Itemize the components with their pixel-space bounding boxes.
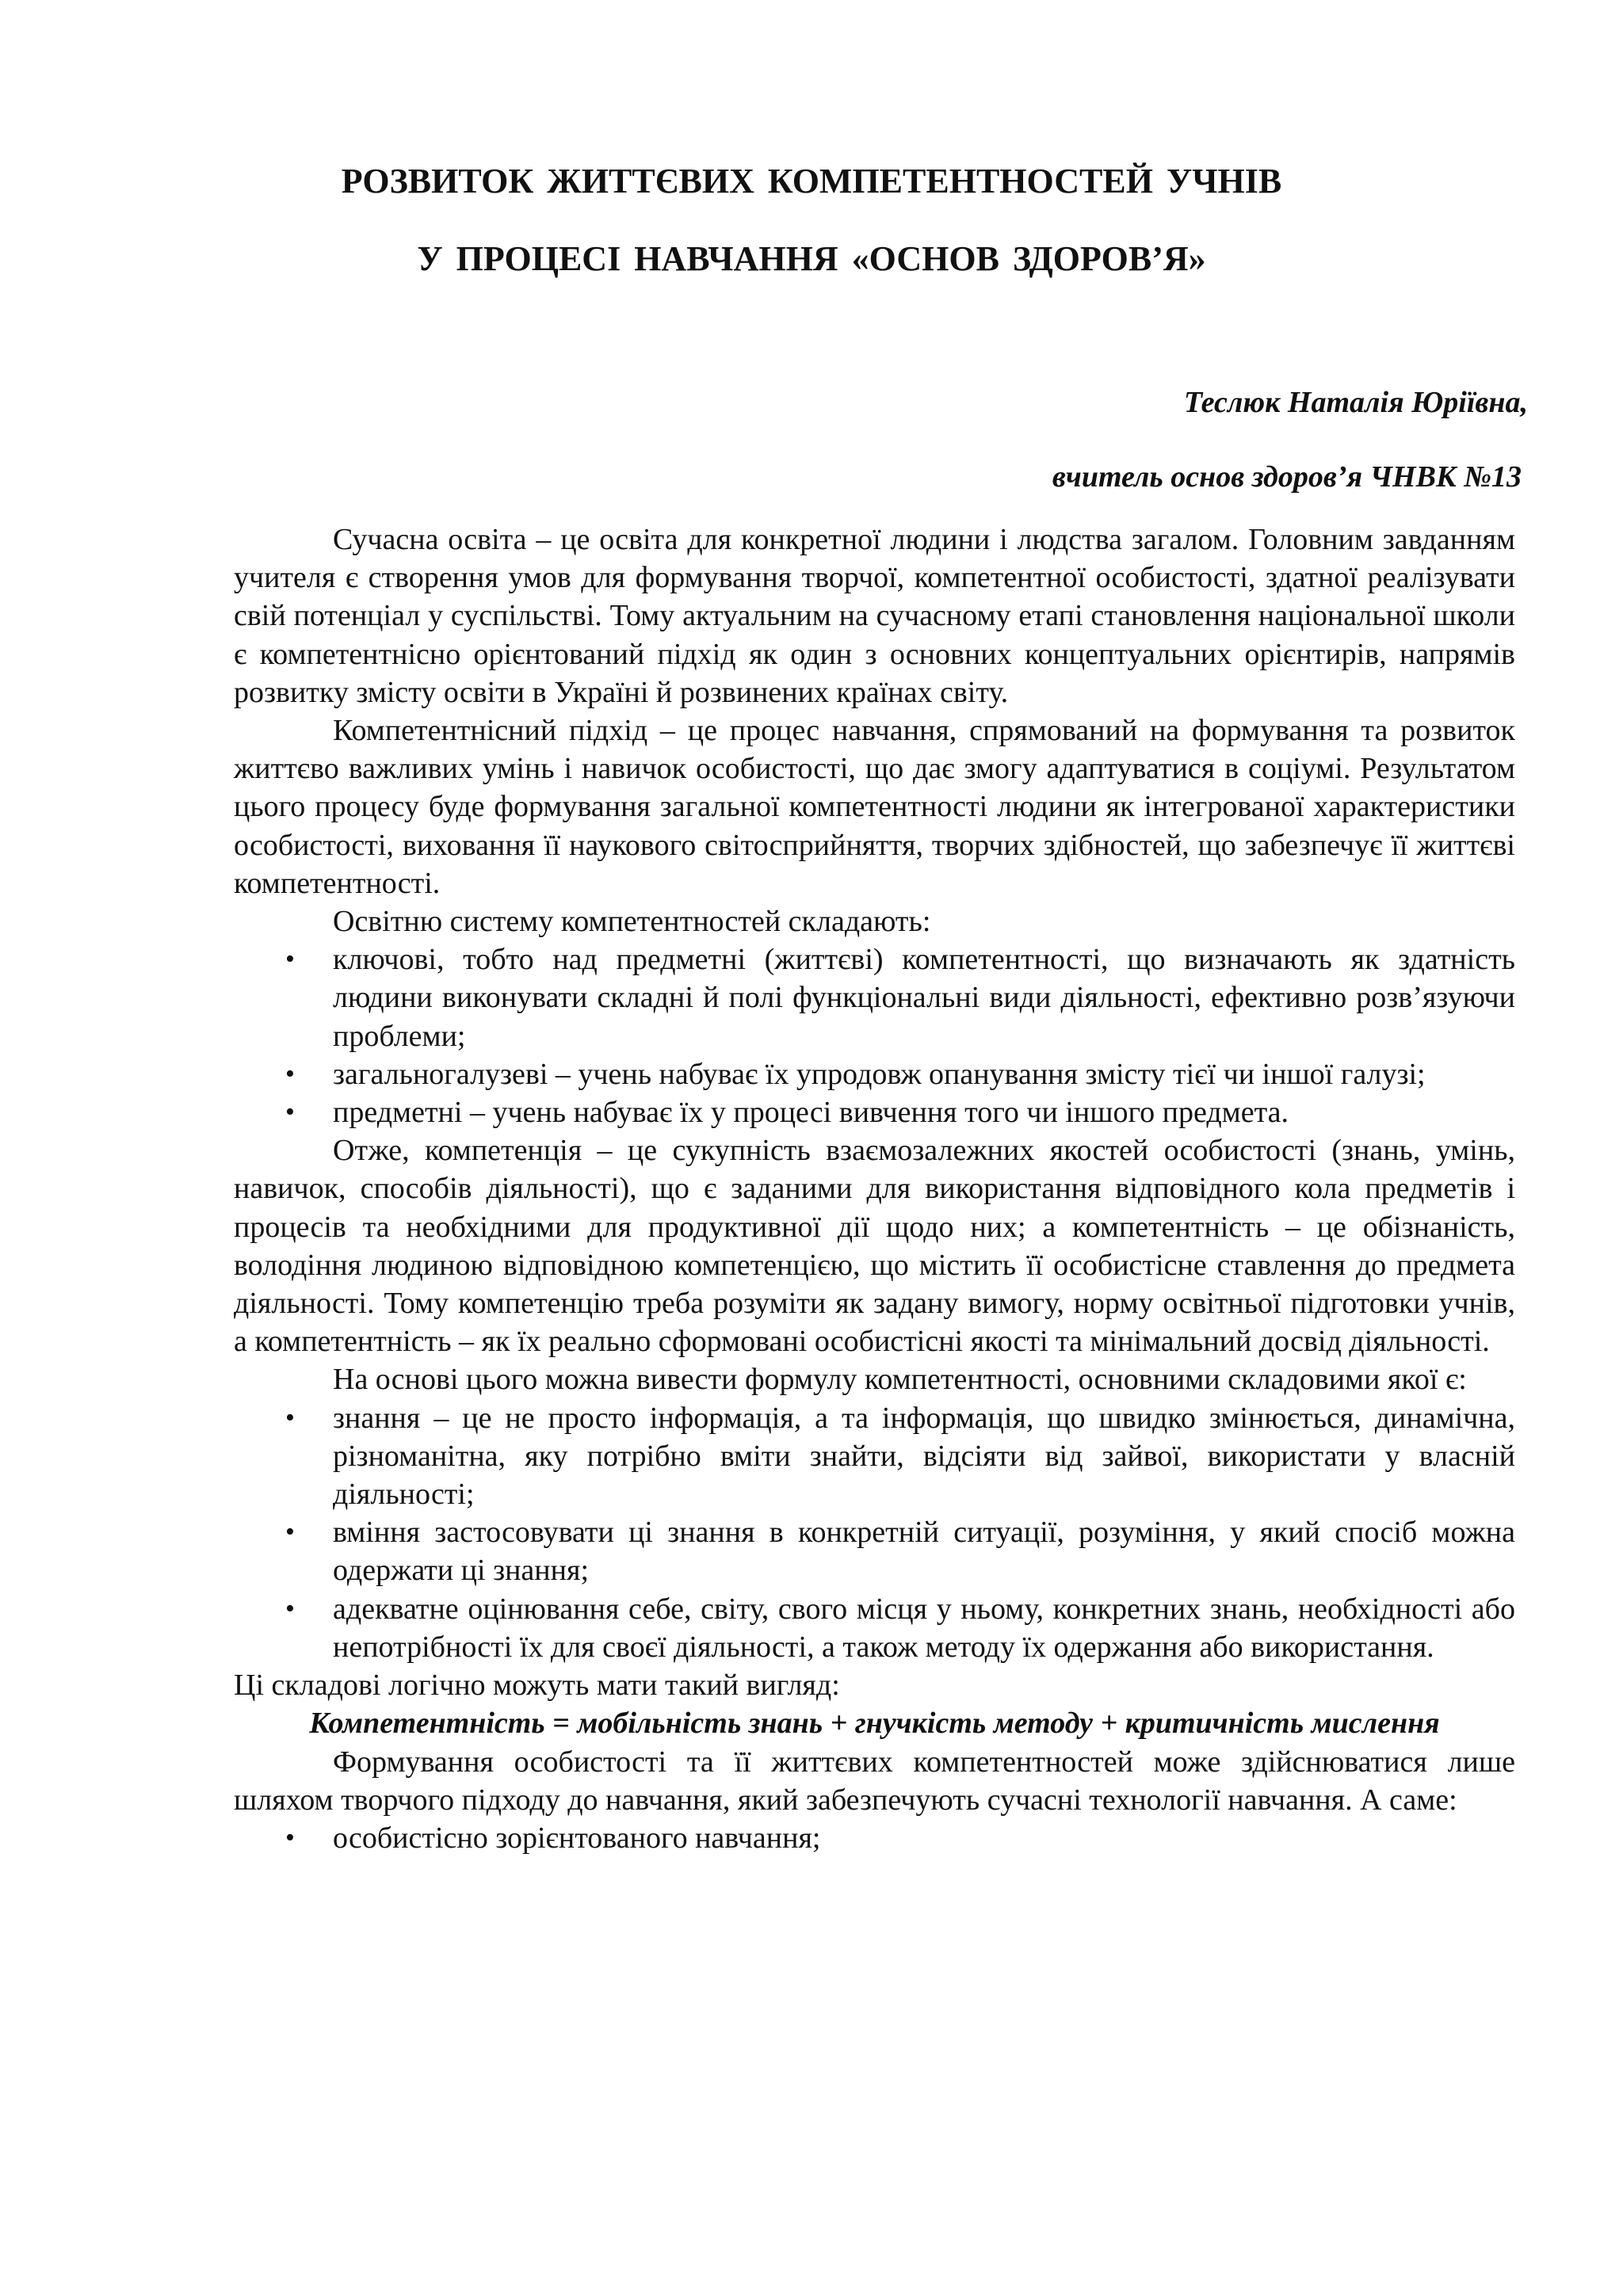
list-item-text: загальногалузеві – учень набуває їх упродовж опанування змісту тієї чи іншої галузі; <box>333 1057 1426 1091</box>
list-item <box>234 1819 1515 1857</box>
paragraph-6: Ці складові логічно можуть мати такий вигляд: <box>234 1669 840 1703</box>
paragraph-3: Освітню систему компетентностей складають: <box>333 905 931 939</box>
list-item-text: знання – це не просто інформація, а та інформація, що швидко змінюється, динамічна, різноманітна, яку потрібно вміти знайти, відсіяти від зайвої, використати у власній діяльності; <box>333 1401 1515 1512</box>
document-title-line-2: У ПРОЦЕСІ НАВЧАННЯ «ОСНОВ ЗДОРОВ’Я» <box>417 239 1206 278</box>
list-item <box>234 1590 1515 1666</box>
competence-formula: Компетентність = мобільність знань + гнучкість методу + критичність мислення <box>309 1707 1440 1741</box>
bullet-icon: • <box>285 1058 295 1089</box>
competence-types-list <box>234 940 1515 1131</box>
list-item-text: ключові, тобто над предметні (життєві) компетентності, що визначають як здатність людини виконувати складні й полі функціональні види діяльності, ефективно розв’язуючи проблеми; <box>333 943 1515 1053</box>
paragraph-2: Компетентнісний підхід – це процес навчання, спрямований на формування та розвиток життєво важливих умінь і навичок особистості, що дає змогу адаптуватися в соціумі. Результатом цього процесу буде формування загальної компетентності людини як інтегрованої характеристики особистості, виховання її наукового світосприйняття, творчих здібностей, що забезпечує її життєві компетентності. <box>234 714 1515 900</box>
list-item <box>234 1399 1515 1514</box>
learning-technologies-list <box>234 1819 1515 1857</box>
bullet-icon: • <box>285 1097 295 1127</box>
document-title-line-1: РОЗВИТОК ЖИТТЄВИХ КОМПЕТЕНТНОСТЕЙ УЧНІВ <box>341 162 1282 200</box>
bullet-icon: • <box>285 944 295 974</box>
document-body <box>234 521 1515 1857</box>
competence-components-list <box>234 1399 1515 1666</box>
author-position: вчитель основ здоров’я ЧНВК №13 <box>1052 460 1522 494</box>
list-item <box>234 1513 1515 1589</box>
bullet-icon: • <box>285 1402 295 1432</box>
bullet-icon: • <box>285 1517 295 1547</box>
list-item <box>234 940 1515 1055</box>
paragraph-1: Сучасна освіта – це освіта для конкретної людини і людства загалом. Головним завданням учителя є створення умов для формування творчої, компетентної особистості, здатної реалізувати свій потенціал у суспільстві. Тому актуальним на сучасному етапі становлення національної школи є компетентнісно орієнтований підхід як один з основних концептуальних орієнтирів, напрямів розвитку змісту освіти в Україні й розвинених країнах світу. <box>234 523 1515 709</box>
paragraph-7: Формування особистості та її життєвих компетентностей може здійснюватися лише шляхом творчого підходу до навчання, який забезпечують сучасні технології навчання. А саме: <box>234 1745 1515 1817</box>
paragraph-5: На основі цього можна вивести формулу компетентності, основними складовими якої є: <box>333 1363 1467 1397</box>
list-item <box>234 1093 1515 1131</box>
bullet-icon: • <box>285 1593 295 1623</box>
list-item-text: адекватне оцінювання себе, світу, свого місця у ньому, конкретних знань, необхідності або непотрібності їх для своєї діяльності, а також методу їх одержання або використання. <box>333 1592 1515 1664</box>
list-item-text: вміння застосовувати ці знання в конкретній ситуації, розуміння, у який спосіб можна одержати ці знання; <box>333 1516 1515 1588</box>
list-item-text: особистісно зорієнтованого навчання; <box>333 1821 821 1855</box>
author-name: Теслюк Наталія Юріївна, <box>1183 386 1528 419</box>
list-item <box>234 1055 1515 1093</box>
paragraph-4: Отже, компетенція – це сукупність взаємозалежних якостей особистості (знань, умінь, навичок, способів діяльності), що є заданими для використання відповідного кола предметів і процесів та необхідними для продуктивної дії щодо них; а компетентність – це обізнаність, володіння людиною відповідною компетенцією, що містить її особистісне ставлення до предмета діяльності. Тому компетенцію треба розуміти як задану вимогу, норму освітньої підготовки учнів, а компетентність – як їх реально сформовані особистісні якості та мінімальний досвід діяльності. <box>234 1134 1515 1359</box>
bullet-icon: • <box>285 1822 295 1852</box>
list-item-text: предметні – учень набуває їх у процесі вивчення того чи іншого предмета. <box>333 1096 1289 1130</box>
